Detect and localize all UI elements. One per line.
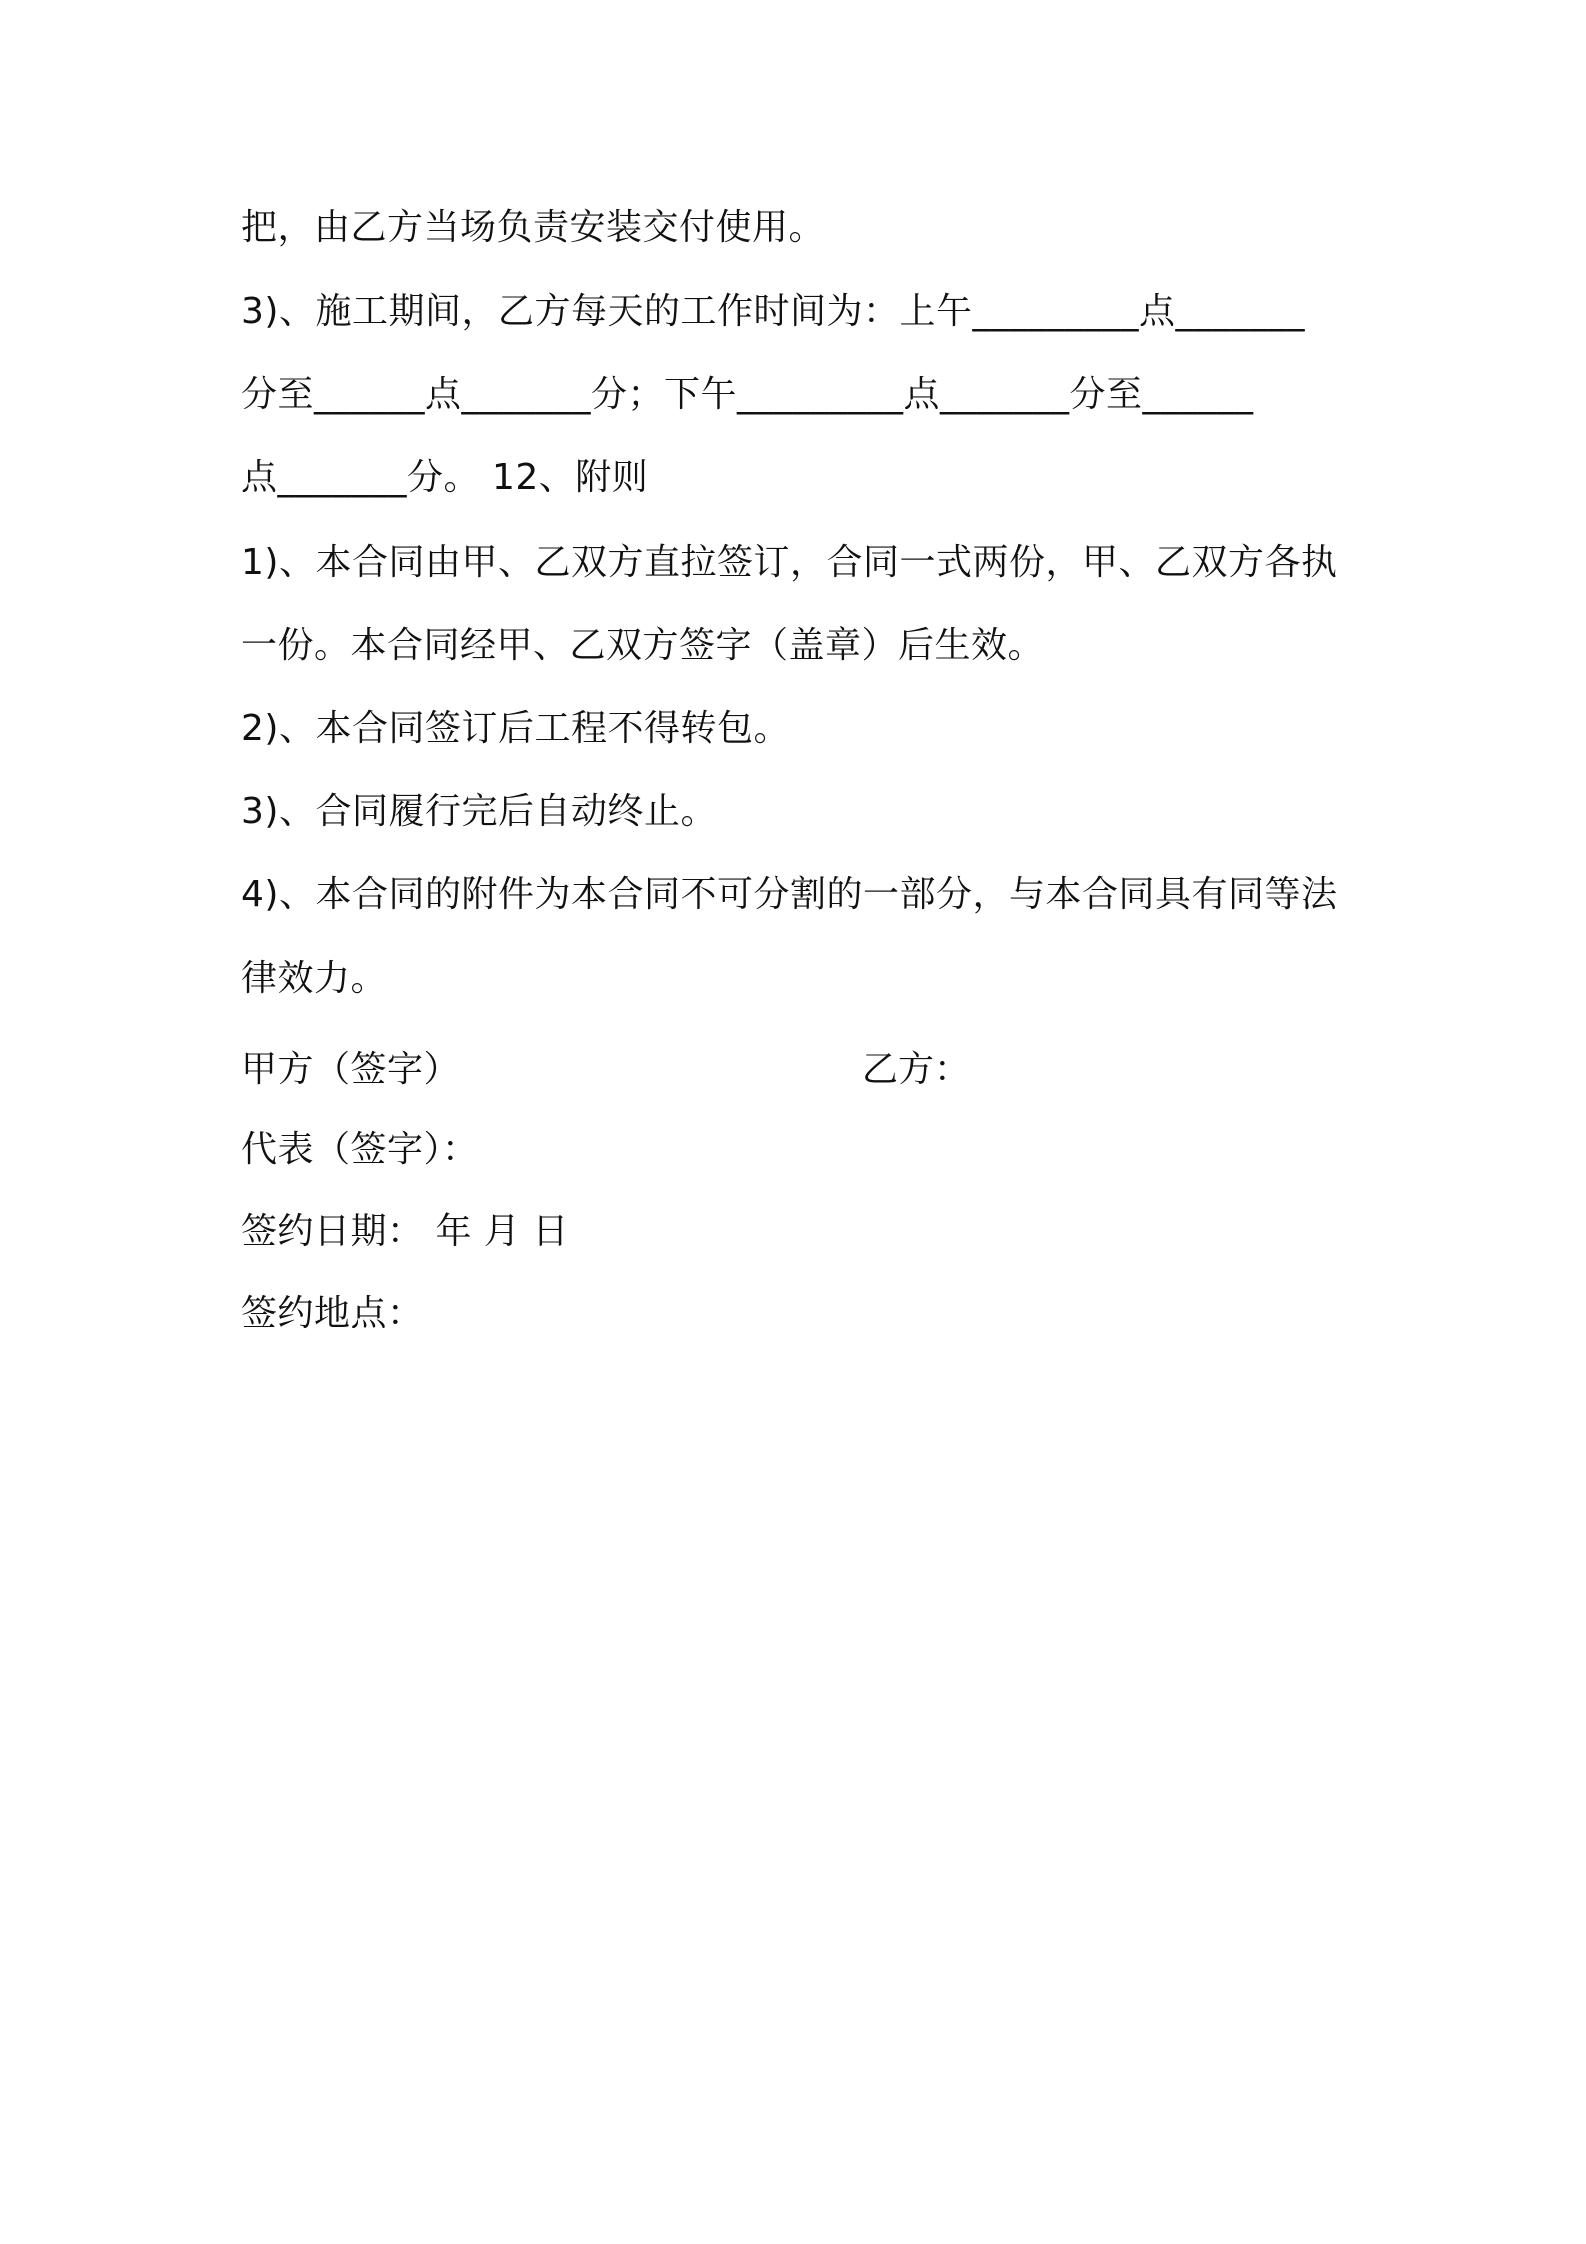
text-line-8: 3)、合同履行完后自动终止。 (241, 791, 717, 832)
text-line-3: 分至______点_______分；下午_________点_______分至______ (241, 374, 1254, 415)
text-line-7: 2)、本合同签订后工程不得转包。 (241, 708, 790, 749)
text-line-2: 3)、施工期间，乙方每天的工作时间为：上午_________点_______ (241, 291, 1305, 332)
party-a-signature-label: 甲方（签字） (241, 1049, 461, 1090)
party-b-label: 乙方： (862, 1049, 971, 1090)
text-line-5: 1)、本合同由甲、乙双方直拉签订，合同一式两份，甲、乙双方各执 (241, 542, 1338, 583)
text-line-10: 律效力。 (241, 958, 388, 999)
text-line-4: 点_______分。 12、附则 (241, 457, 649, 498)
representative-signature-label: 代表（签字）： (241, 1129, 479, 1170)
text-line-9: 4)、本合同的附件为本合同不可分割的一部分，与本合同具有同等法 (241, 874, 1338, 915)
signing-place-label: 签约地点： (241, 1293, 424, 1334)
signing-date-label: 签约日期： 年 月 日 (241, 1211, 569, 1252)
text-line-1: 把，由乙方当场负责安装交付使用。 (241, 207, 826, 248)
text-line-6: 一份。本合同经甲、乙双方签字（盖章）后生效。 (241, 625, 1045, 666)
